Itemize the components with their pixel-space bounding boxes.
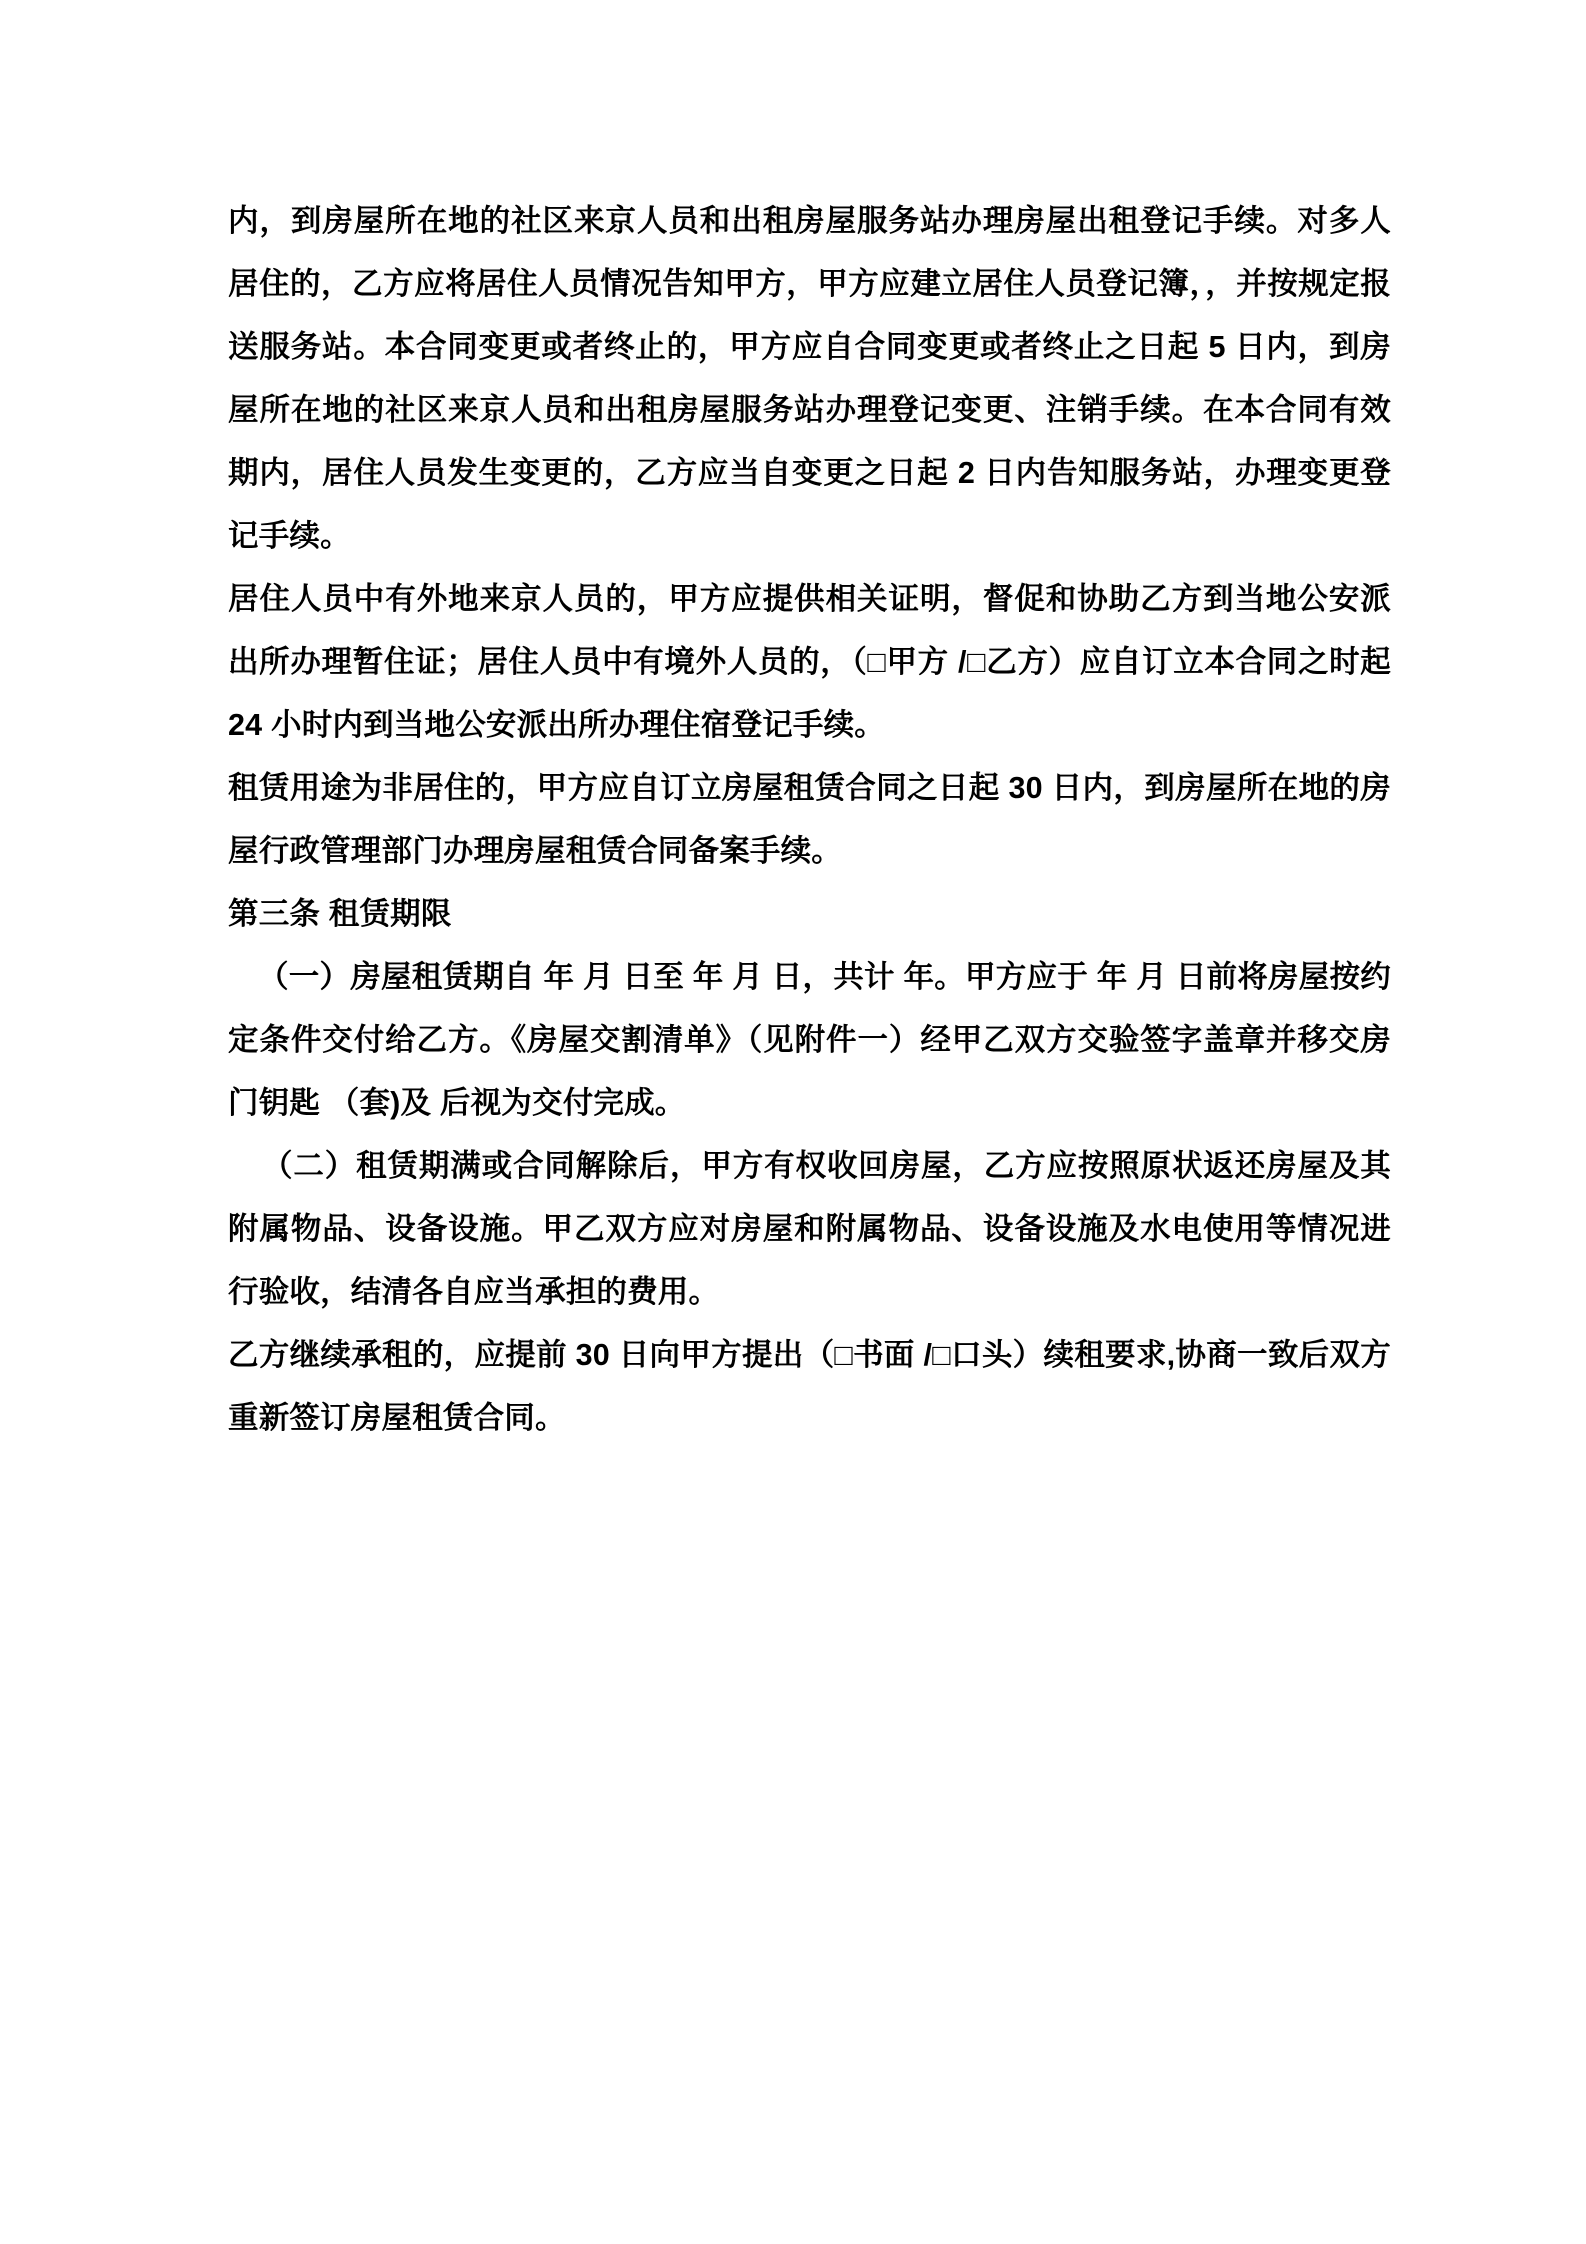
paragraph-lease-return-clause-two: （二）租赁期满或合同解除后，甲方有权收回房屋，乙方应按照原状返还房屋及其附属物品、设备设施。甲乙双方应对房屋和附属物品、设备设施及水电使用等情况进行验收，结清各自应当承担的费用。 bbox=[228, 1149, 1391, 1309]
section-heading-lease-term: 第三条 租赁期限 bbox=[228, 897, 452, 931]
paragraph-lease-period-clause-one: （一）房屋租赁期自 年 月 日至 年 月 日，共计 年。甲方应于 年 月 日前将房屋按约定条件交付给乙方。《房屋交割清单》（见附件一）经甲乙双方交验签字盖章并移交房门钥匙 （套)及 后视为交付完成。 bbox=[228, 960, 1391, 1120]
paragraph-registration-procedures: 内，到房屋所在地的社区来京人员和出租房屋服务站办理房屋出租登记手续。对多人居住的，乙方应将居住人员情况告知甲方，甲方应建立居住人员登记簿，，并按规定报送服务站。本合同变更或者终止的，甲方应自合同变更或者终止之日起 5 日内，到房屋所在地的社区来京人员和出租房屋服务站办理登记变更、注销手续。在本合同有效期内，居住人员发生变更的，乙方应当自变更之日起 2 日内告知服务站，办理变更登记手续。 bbox=[228, 204, 1391, 553]
document-body bbox=[228, 190, 1391, 1450]
paragraph-temporary-residence-permit: 居住人员中有外地来京人员的，甲方应提供相关证明，督促和协助乙方到当地公安派出所办理暂住证；居住人员中有境外人员的，（□甲方 /□乙方）应自订立本合同之时起 24 小时内到当地公安派出所办理住宿登记手续。 bbox=[228, 582, 1391, 742]
paragraph-renewal-notice: 乙方继续承租的，应提前 30 日向甲方提出（□书面 /□口头）续租要求,协商一致后双方重新签订房屋租赁合同。 bbox=[228, 1338, 1391, 1435]
paragraph-non-residential-filing: 租赁用途为非居住的，甲方应自订立房屋租赁合同之日起 30 日内，到房屋所在地的房屋行政管理部门办理房屋租赁合同备案手续。 bbox=[228, 771, 1391, 868]
